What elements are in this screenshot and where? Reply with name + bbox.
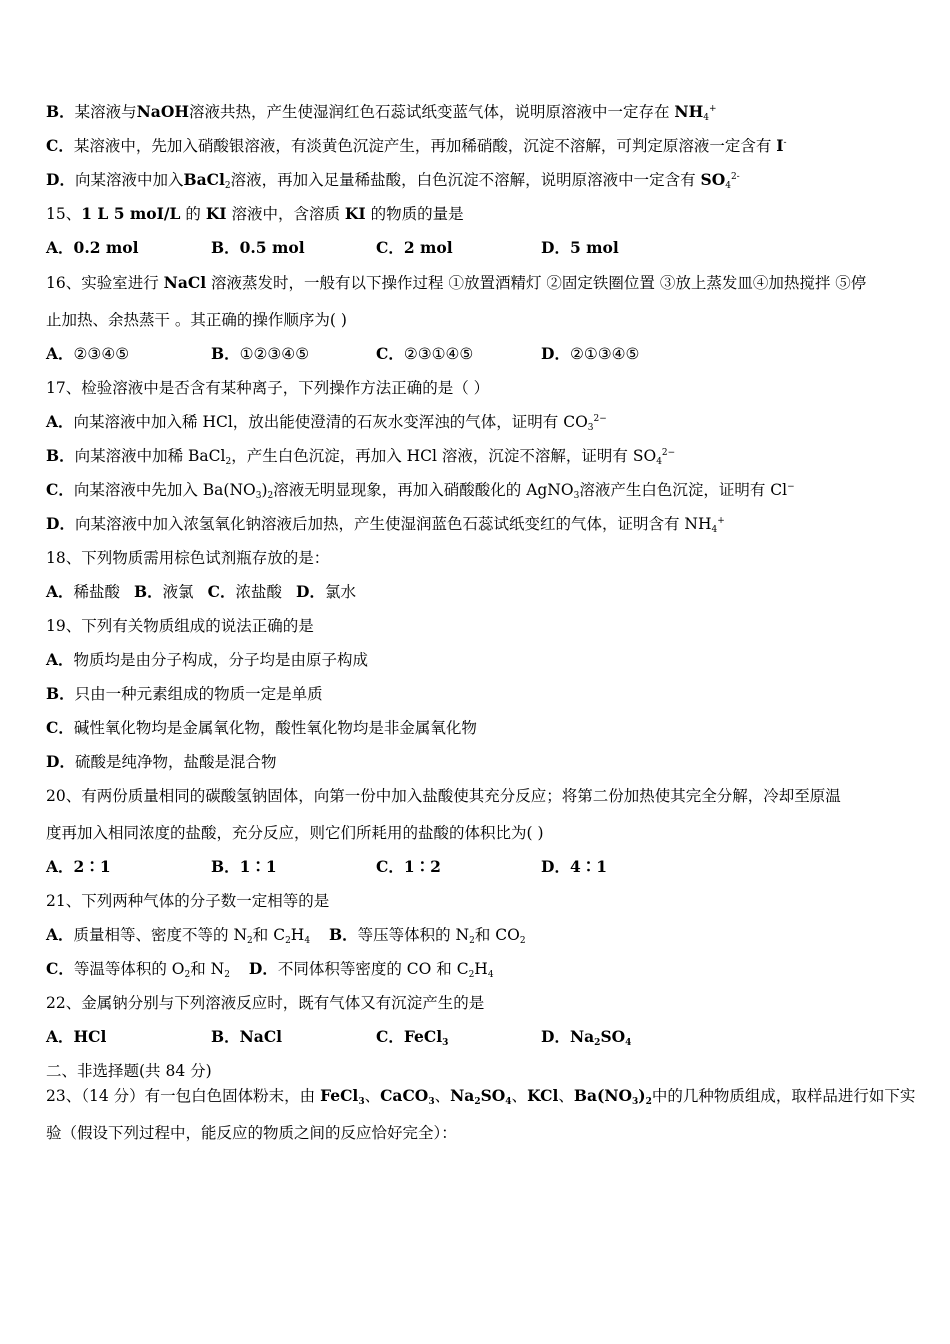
q21-option-d[interactable]: D．不同体积等密度的 CO 和 $C_2H_4$ — [248, 959, 494, 980]
q16-option-a[interactable]: A．②③④⑤ — [46, 344, 130, 363]
q21-options-cd — [46, 958, 910, 980]
q19-option-b[interactable]: B．只由一种元素组成的物质一定是单质 — [46, 684, 323, 703]
q14-option-c: C．某溶液中，先加入硝酸银溶液，有淡黄色沉淀产生，再加稀硝酸，沉淀不溶解，可判定原溶液一定含有 I- — [46, 136, 787, 155]
section-title: 二、非选择题(共 84 分) — [46, 1062, 212, 1080]
q16-stem-line1: 16、实验室进行 NaCl 溶液蒸发时，一般有以下操作过程 ①放置酒精灯 ②固定铁圈位置 ③放上蒸发皿④加热搅拌 ⑤停 — [46, 273, 867, 292]
q20-option-a[interactable]: A．2∶1 — [46, 857, 111, 876]
q17-option-a[interactable]: A．向某溶液中加入稀 HCl，放出能使澄清的石灰水变浑浊的气体，证明有 $CO_3^{2-}$ — [46, 412, 607, 433]
q20-stem-line2: 度再加入相同浓度的盐酸，充分反应，则它们所耗用的盐酸的体积比为( ) — [46, 824, 544, 842]
q19-option-c[interactable]: C．碱性氧化物均是金属氧化物，酸性氧化物均是非金属氧化物 — [46, 718, 477, 737]
q16-option-c[interactable]: C．②③①④⑤ — [376, 344, 474, 363]
q22-option-a[interactable]: A．HCl — [46, 1027, 107, 1046]
q22-options — [46, 1026, 910, 1048]
q18-option-c[interactable]: C．浓盐酸 — [207, 582, 283, 601]
q23-stem-line1: 23、（14 分）有一包白色固体粉末，由 FeCl$_3$、CaCO$_3$、$Na_2SO_4$、KCl、$Ba(NO_3)_2$中的几种物质组成，取样品进行如下实 — [46, 1086, 916, 1107]
q15-option-a[interactable]: A．0.2 mol — [46, 238, 139, 257]
q14-option-d: D．向某溶液中加入BaCl$_2$溶液，再加入足量稀盐酸，白色沉淀不溶解，说明原溶液中一定含有 $SO_4^{2-}$ — [46, 170, 740, 191]
q17-stem: 17、检验溶液中是否含有某种离子，下列操作方法正确的是（ ） — [46, 379, 490, 397]
q15-option-d[interactable]: D．5 mol — [541, 238, 619, 257]
q16-options — [46, 343, 910, 365]
q20-stem-line1: 20、有两份质量相同的碳酸氢钠固体，向第一份中加入盐酸使其充分反应；将第二份加热使其完全分解，冷却至原温 — [46, 787, 841, 805]
q21-option-c[interactable]: C．等温等体积的 $O_2$和 $N_2$ — [46, 959, 230, 980]
q21-option-a[interactable]: A．质量相等、密度不等的 $N_2$和 $C_2H_4$ — [46, 925, 311, 946]
q18-option-d[interactable]: D．氯水 — [296, 582, 356, 601]
q17-option-d[interactable]: D．向某溶液中加入浓氢氧化钠溶液后加热，产生使湿润蓝色石蕊试纸变红的气体，证明含有 $NH_4^+$ — [46, 514, 725, 535]
q18-options — [46, 581, 910, 603]
q15-option-b[interactable]: B．0.5 mol — [211, 238, 305, 257]
q15-option-c[interactable]: C．2 mol — [376, 238, 453, 257]
q22-option-d[interactable]: D．$Na_2SO_4$ — [541, 1027, 632, 1048]
q16-option-d[interactable]: D．②①③④⑤ — [541, 344, 640, 363]
q19-option-d[interactable]: D．硫酸是纯净物，盐酸是混合物 — [46, 752, 277, 771]
q19-stem: 19、下列有关物质组成的说法正确的是 — [46, 617, 314, 635]
q20-options — [46, 856, 910, 878]
q17-option-c[interactable]: C．向某溶液中先加入 $Ba(NO_3)_2$溶液无明显现象，再加入硝酸酸化的 AgNO$_3$溶液产生白色沉淀，证明有 Cl− — [46, 480, 795, 501]
q21-stem: 21、下列两种气体的分子数一定相等的是 — [46, 892, 330, 910]
q15-options — [46, 237, 910, 259]
q16-option-b[interactable]: B．①②③④⑤ — [211, 344, 310, 363]
q22-stem: 22、金属钠分别与下列溶液反应时，既有气体又有沉淀产生的是 — [46, 994, 485, 1012]
q20-option-b[interactable]: B．1∶1 — [211, 857, 277, 876]
q23-stem-line2: 验（假设下列过程中，能反应的物质之间的反应恰好完全）： — [46, 1124, 457, 1142]
q20-option-d[interactable]: D．4∶1 — [541, 857, 608, 876]
q22-option-b[interactable]: B．NaCl — [211, 1027, 283, 1046]
q16-stem-line2: 止加热、余热蒸干 。其正确的操作顺序为( ) — [46, 311, 347, 329]
q21-option-b[interactable]: B．等压等体积的 $N_2$和 $CO_2$ — [329, 925, 526, 946]
q22-option-c[interactable]: C．FeCl$_3$ — [376, 1027, 449, 1048]
q14-option-b: B．某溶液与NaOH溶液共热，产生使湿润红色石蕊试纸变蓝气体，说明原溶液中一定存在 $NH_4^+$ — [46, 102, 717, 123]
q21-options-ab — [46, 924, 910, 946]
q17-option-b[interactable]: B．向某溶液中加稀 BaCl$_2$，产生白色沉淀，再加入 HCl 溶液，沉淀不溶解，证明有 $SO_4^{2-}$ — [46, 446, 676, 467]
q18-stem: 18、下列物质需用棕色试剂瓶存放的是： — [46, 549, 330, 567]
q19-option-a[interactable]: A．物质均是由分子构成，分子均是由原子构成 — [46, 650, 369, 669]
q20-option-c[interactable]: C．1∶2 — [376, 857, 441, 876]
q18-option-a[interactable]: A．稀盐酸 — [46, 582, 121, 601]
q18-option-b[interactable]: B．液氯 — [134, 582, 194, 601]
q15-stem: 15、1 L 5 moI/L 的 KI 溶液中，含溶质 KI 的物质的量是 — [46, 204, 464, 223]
